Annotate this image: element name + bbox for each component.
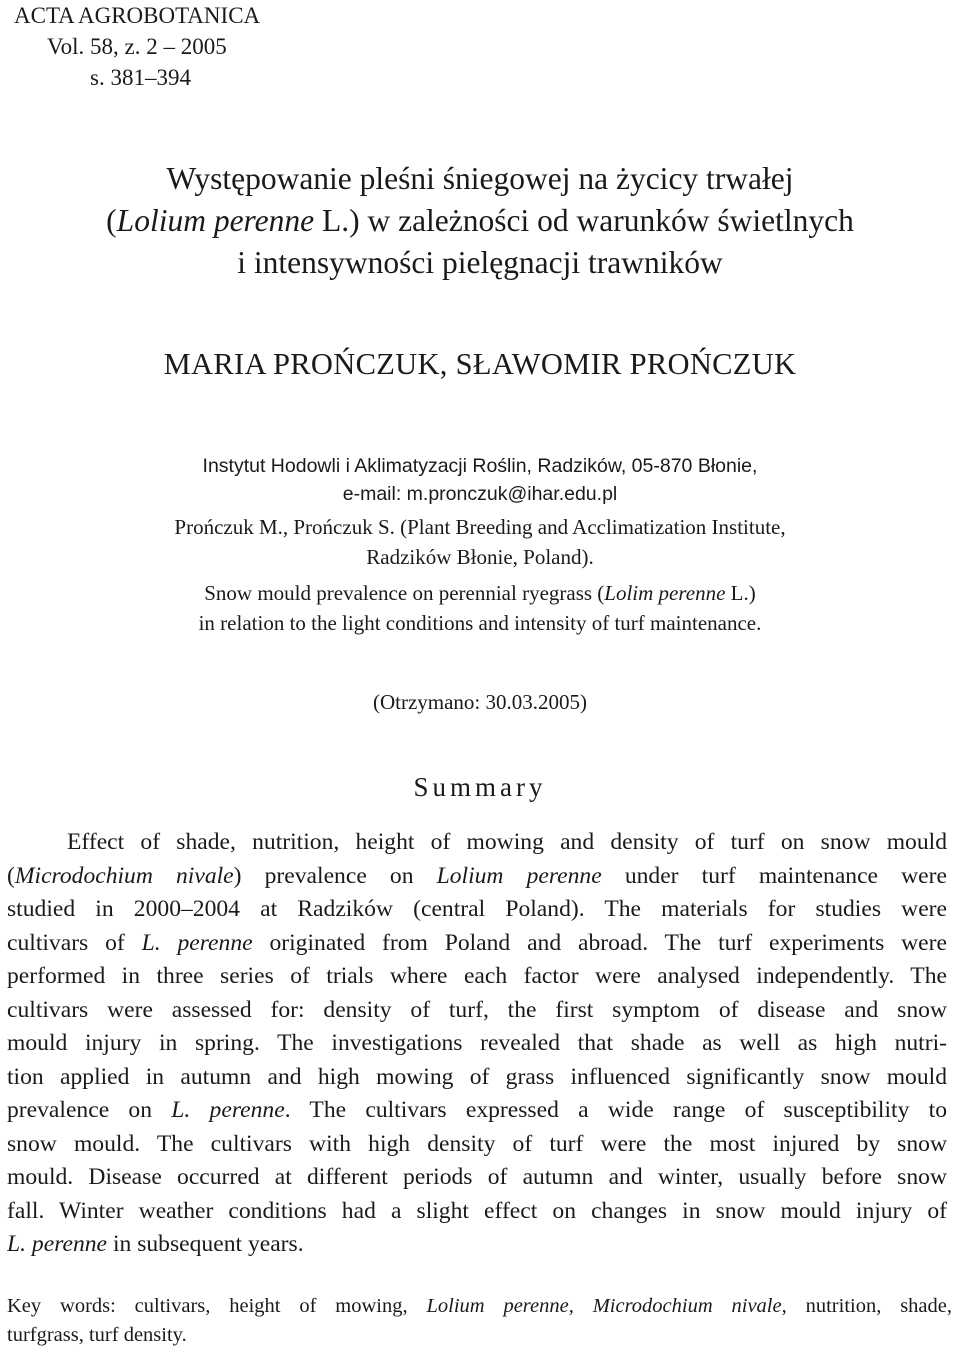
abstract-species: L. perenne <box>7 1231 108 1257</box>
abstract-line: mould. Disease occurred at different periods of autumn and winter, usually before snow <box>7 1164 947 1190</box>
abstract-line: cultivars were assessed for: density of turf, the first symptom of disease and snow <box>7 996 947 1023</box>
abstract-text: in subsequent years. <box>107 1231 304 1257</box>
keywords <box>7 1292 952 1350</box>
summary-heading: Summary <box>413 772 547 802</box>
citation-line-2: Radzików Błonie, Poland). <box>366 545 594 569</box>
affiliation-email: e-mail: m.pronczuk@ihar.edu.pl <box>342 483 618 505</box>
journal-pages: s. 381–394 <box>90 65 191 90</box>
abstract-line <box>7 860 947 894</box>
abstract-text: cultivars of <box>7 929 142 956</box>
abstract-text: prevalence on <box>7 1097 172 1123</box>
abstract-species: Lolium perenne <box>436 862 602 889</box>
abstract-line: mould injury in spring. The investigations revealed that shade as well as high nutri- <box>7 1030 947 1056</box>
abstract-line: studied in 2000–2004 at Radzików (central Poland). The materials for studies were <box>7 896 947 922</box>
title-species: Lolium perenne <box>116 203 315 238</box>
abstract-species: L. perenne <box>171 1097 285 1123</box>
abstract-text: ( <box>7 862 15 889</box>
article-title <box>0 158 960 284</box>
english-citation <box>0 512 960 638</box>
affiliation-line: Instytut Hodowli i Aklimatyzacji Roślin, Radzików, 05-870 Błonie, <box>202 455 758 477</box>
affiliation <box>0 452 960 508</box>
title-line-2 <box>0 200 960 242</box>
abstract <box>7 826 947 1262</box>
citation-line-1: Prończuk M., Prończuk S. (Plant Breeding and Acclimatization Institute, <box>174 515 786 539</box>
journal-header <box>14 0 260 93</box>
english-title-species: Lolim perenne <box>604 581 726 605</box>
english-title-line-2: in relation to the light conditions and intensity of turf maintenance. <box>198 611 762 635</box>
abstract-line: performed in three series of trials where each factor were analysed independently. The <box>7 963 947 989</box>
english-title-text-end: L.) <box>725 581 756 605</box>
journal-volume: Vol. 58, z. 2 – 2005 <box>47 34 227 59</box>
english-title-text: Snow mould prevalence on perennial ryegrass ( <box>204 581 605 605</box>
english-title-line-1 <box>0 578 960 608</box>
keywords-line-2: turfgrass, turf density. <box>7 1324 187 1346</box>
abstract-text: ) prevalence on <box>233 862 437 889</box>
abstract-line: snow mould. The cultivars with high density of turf were the most injured by snow <box>7 1130 947 1157</box>
keywords-text: , nutrition, shade, <box>781 1295 952 1317</box>
keywords-line-1 <box>7 1292 952 1321</box>
title-line-1: Występowanie pleśni śniegowej na życicy trwałej <box>166 161 794 196</box>
keywords-text: Key words: cultivars, height of mowing, <box>7 1295 427 1317</box>
abstract-line: tion applied in autumn and high mowing of grass influenced significantly snow mould <box>7 1063 947 1090</box>
title-line-2-rest: L.) w zależności od warunków świetlnych <box>314 203 854 238</box>
abstract-line: Effect of shade, nutrition, height of mowing and density of turf on snow mould <box>67 829 947 855</box>
abstract-species: Microdochium nivale <box>14 862 234 889</box>
keywords-species: Lolium perenne, Microdochium nivale <box>426 1295 782 1317</box>
received-date: (Otrzymano: 30.03.2005) <box>372 690 588 714</box>
abstract-line: fall. Winter weather conditions had a slight effect on changes in snow mould injury of <box>7 1197 947 1224</box>
abstract-line <box>7 1094 947 1128</box>
abstract-text: originated from Poland and abroad. The turf experiments were <box>252 929 947 956</box>
authors: MARIA PROŃCZUK, SŁAWOMIR PROŃCZUK <box>163 347 797 381</box>
title-line-3: i intensywności pielęgnacji trawników <box>237 245 723 280</box>
abstract-line <box>7 1228 947 1262</box>
abstract-species: L. perenne <box>141 929 253 956</box>
abstract-text: . The cultivars expressed a wide range of susceptibility to <box>284 1097 947 1123</box>
abstract-text: under turf maintenance were <box>601 862 947 889</box>
journal-name: ACTA AGROBOTANICA <box>14 3 261 28</box>
abstract-line <box>7 927 947 961</box>
title-paren: ( <box>106 203 117 238</box>
